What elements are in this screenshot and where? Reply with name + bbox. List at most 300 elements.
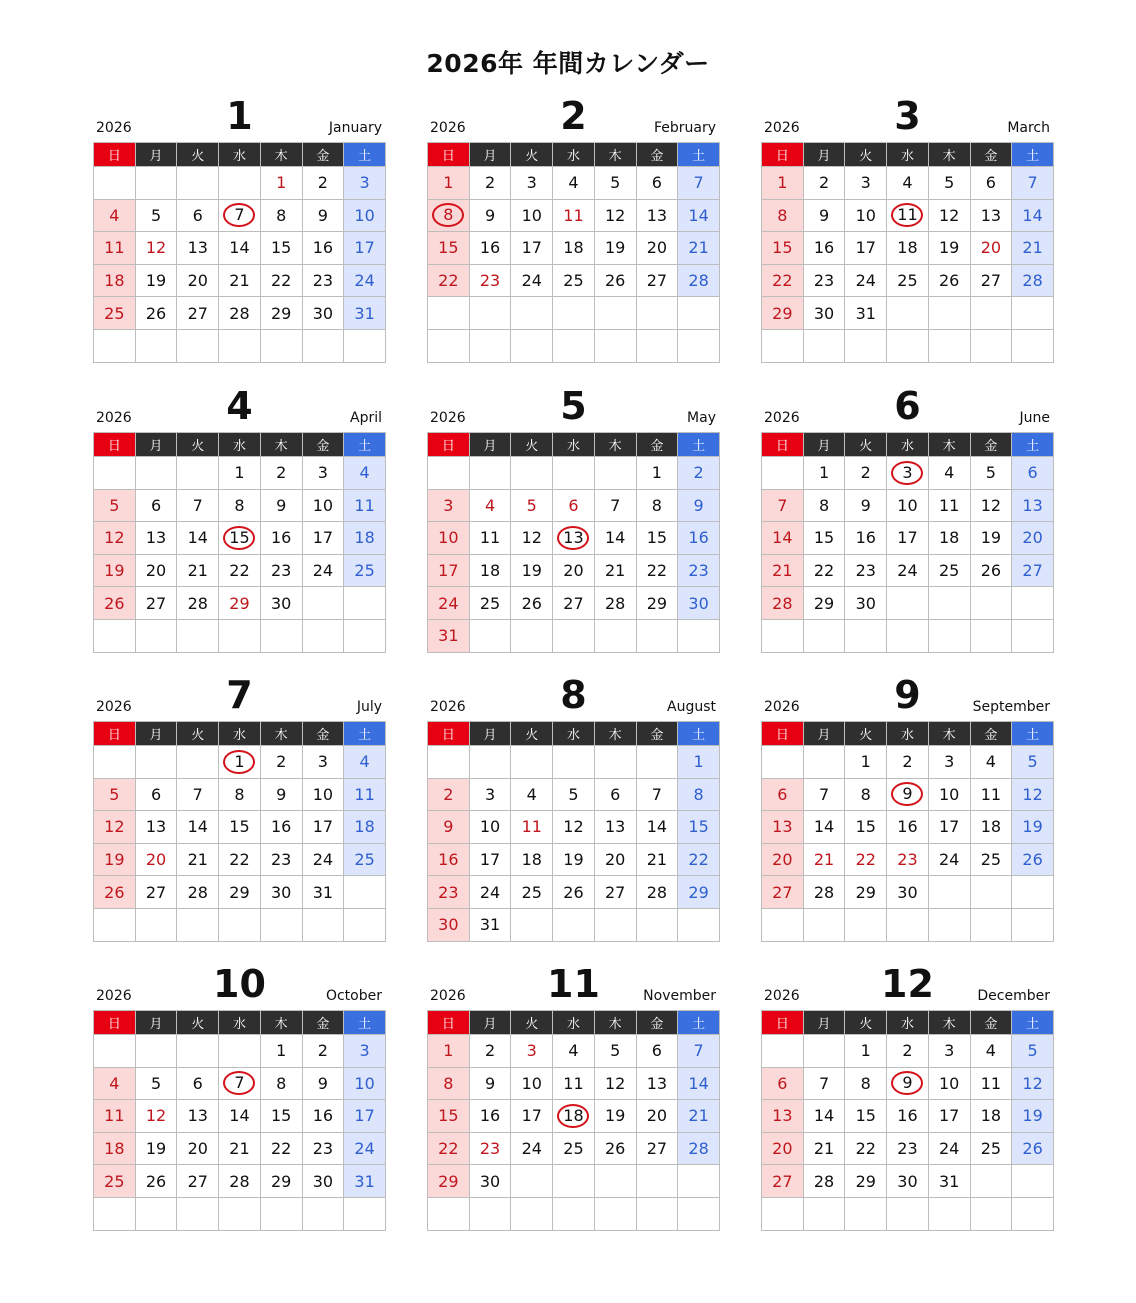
- day-cell: 25: [344, 554, 386, 587]
- day-cell: 27: [1012, 554, 1054, 587]
- day-cell: 14: [219, 1100, 261, 1133]
- empty-cell: [260, 908, 302, 941]
- week-row: [94, 746, 386, 779]
- day-cell: 12: [135, 232, 177, 265]
- day-cell: 24: [511, 1132, 553, 1165]
- day-cell: 16: [887, 1100, 929, 1133]
- day-cell: 6: [970, 167, 1012, 200]
- day-cell: 25: [553, 264, 595, 297]
- day-cell: 12: [1012, 1067, 1054, 1100]
- day-cell: 29: [803, 587, 845, 620]
- month-name: March: [1007, 120, 1050, 136]
- week-row: [94, 489, 386, 522]
- day-cell: 18: [94, 1132, 136, 1165]
- day-cell: 25: [970, 1132, 1012, 1165]
- month-number: 10: [213, 962, 266, 1006]
- weekday-header: 火: [511, 433, 553, 457]
- weekday-header: 日: [428, 722, 470, 746]
- day-cell: 25: [469, 587, 511, 620]
- day-cell: 4: [553, 1035, 595, 1068]
- day-cell: 1: [260, 167, 302, 200]
- day-cell: 13: [177, 232, 219, 265]
- day-cell: 12: [970, 489, 1012, 522]
- day-cell: 25: [928, 554, 970, 587]
- empty-cell: [428, 329, 470, 362]
- day-cell: 28: [177, 587, 219, 620]
- empty-cell: [511, 908, 553, 941]
- empty-cell: [469, 457, 511, 490]
- weekday-header: 火: [845, 143, 887, 167]
- weekday-header: 土: [678, 1011, 720, 1035]
- day-cell: 21: [678, 1100, 720, 1133]
- day-cell: 29: [636, 587, 678, 620]
- month-number: 7: [226, 673, 253, 717]
- week-row: [94, 167, 386, 200]
- day-cell: 30: [887, 1165, 929, 1198]
- day-cell: 19: [94, 554, 136, 587]
- day-cell: 13: [135, 522, 177, 555]
- weekday-header: 水: [887, 433, 929, 457]
- empty-cell: [803, 1197, 845, 1230]
- week-row: [762, 1100, 1054, 1133]
- day-cell: 17: [928, 1100, 970, 1133]
- empty-cell: [469, 329, 511, 362]
- empty-cell: [344, 587, 386, 620]
- weekday-header: 水: [887, 1011, 929, 1035]
- empty-cell: [553, 1165, 595, 1198]
- empty-cell: [887, 1197, 929, 1230]
- day-cell: 23: [260, 554, 302, 587]
- day-cell: 22: [803, 554, 845, 587]
- day-cell: 25: [344, 843, 386, 876]
- week-row: [428, 587, 720, 620]
- week-row: [94, 522, 386, 555]
- empty-cell: [845, 619, 887, 652]
- day-cell: 27: [594, 876, 636, 909]
- day-cell: 15: [762, 232, 804, 265]
- day-cell: 7: [762, 489, 804, 522]
- empty-cell: [219, 619, 261, 652]
- weekday-header-row: [94, 143, 386, 167]
- week-row: [762, 1132, 1054, 1165]
- empty-cell: [302, 908, 344, 941]
- day-cell: 23: [260, 843, 302, 876]
- day-cell: 30: [678, 587, 720, 620]
- day-cell: 25: [553, 1132, 595, 1165]
- day-cell: 13: [636, 199, 678, 232]
- week-row: [94, 457, 386, 490]
- weekday-header: 土: [1012, 143, 1054, 167]
- empty-cell: [94, 1035, 136, 1068]
- day-cell: 25: [94, 1165, 136, 1198]
- day-cell: 10: [845, 199, 887, 232]
- day-cell: 2: [469, 167, 511, 200]
- month-9: [761, 673, 1054, 942]
- day-cell: 12: [1012, 778, 1054, 811]
- empty-cell: [469, 1197, 511, 1230]
- day-cell: 4: [511, 778, 553, 811]
- weekday-header: 金: [302, 722, 344, 746]
- weekday-header: 木: [928, 722, 970, 746]
- day-cell: 4: [928, 457, 970, 490]
- day-cell: 18: [553, 232, 595, 265]
- day-cell: 30: [803, 297, 845, 330]
- day-cell: 20: [553, 554, 595, 587]
- day-cell: 4: [344, 457, 386, 490]
- circled-day: 18: [557, 1104, 589, 1128]
- month-4: [93, 384, 386, 653]
- empty-cell: [553, 908, 595, 941]
- month-header: [93, 673, 386, 721]
- weekday-header: 月: [803, 433, 845, 457]
- day-cell: 21: [219, 1132, 261, 1165]
- month-1: [93, 94, 386, 363]
- day-cell: 30: [469, 1165, 511, 1198]
- day-cell: 19: [1012, 811, 1054, 844]
- day-cell: 11: [344, 778, 386, 811]
- day-cell: 9: [260, 778, 302, 811]
- week-row: [94, 1197, 386, 1230]
- weekday-header: 水: [219, 433, 261, 457]
- empty-cell: [762, 908, 804, 941]
- day-cell: 2: [803, 167, 845, 200]
- day-cell: 13: [762, 1100, 804, 1133]
- day-cell: 1: [845, 746, 887, 779]
- month-table: [93, 721, 386, 942]
- weekday-header: 土: [344, 722, 386, 746]
- empty-cell: [678, 297, 720, 330]
- day-cell: 2: [469, 1035, 511, 1068]
- day-cell: 3: [928, 1035, 970, 1068]
- weekday-header: 月: [135, 433, 177, 457]
- week-row: [428, 457, 720, 490]
- empty-cell: [94, 746, 136, 779]
- empty-cell: [553, 1197, 595, 1230]
- day-cell: 19: [594, 1100, 636, 1133]
- day-cell: 23: [678, 554, 720, 587]
- day-cell: [553, 522, 595, 555]
- day-cell: 28: [678, 264, 720, 297]
- day-cell: 8: [219, 778, 261, 811]
- week-row: [762, 908, 1054, 941]
- month-header: [427, 962, 720, 1010]
- week-row: [94, 1067, 386, 1100]
- empty-cell: [970, 1165, 1012, 1198]
- day-cell: 2: [302, 167, 344, 200]
- empty-cell: [636, 619, 678, 652]
- day-cell: 5: [594, 167, 636, 200]
- day-cell: 19: [135, 1132, 177, 1165]
- day-cell: 17: [428, 554, 470, 587]
- empty-cell: [219, 908, 261, 941]
- day-cell: 2: [428, 778, 470, 811]
- day-cell: 7: [803, 1067, 845, 1100]
- week-row: [428, 297, 720, 330]
- month-header: [761, 673, 1054, 721]
- weekday-header: 火: [845, 722, 887, 746]
- weekday-header: 金: [302, 1011, 344, 1035]
- day-cell: 10: [887, 489, 929, 522]
- day-cell: 14: [177, 811, 219, 844]
- circled-day: 15: [223, 526, 255, 550]
- day-cell: 28: [219, 1165, 261, 1198]
- month-year: 2026: [764, 410, 800, 426]
- day-cell: 22: [219, 843, 261, 876]
- month-name: May: [687, 410, 716, 426]
- day-cell: 21: [594, 554, 636, 587]
- weekday-header: 土: [1012, 1011, 1054, 1035]
- month-11: [427, 962, 720, 1231]
- empty-cell: [469, 746, 511, 779]
- empty-cell: [177, 457, 219, 490]
- week-row: [762, 329, 1054, 362]
- day-cell: 6: [636, 167, 678, 200]
- day-cell: 23: [428, 876, 470, 909]
- day-cell: 13: [594, 811, 636, 844]
- month-number: 8: [560, 673, 587, 717]
- empty-cell: [428, 297, 470, 330]
- day-cell: 20: [1012, 522, 1054, 555]
- day-cell: 6: [1012, 457, 1054, 490]
- week-row: [762, 297, 1054, 330]
- month-year: 2026: [430, 988, 466, 1004]
- day-cell: 5: [928, 167, 970, 200]
- month-name: November: [643, 988, 716, 1004]
- empty-cell: [177, 619, 219, 652]
- day-cell: 24: [344, 264, 386, 297]
- circled-day: 7: [223, 1071, 255, 1095]
- day-cell: 10: [302, 489, 344, 522]
- weekday-header: 金: [970, 433, 1012, 457]
- day-cell: 15: [260, 1100, 302, 1133]
- day-cell: 20: [636, 1100, 678, 1133]
- weekday-header: 日: [428, 143, 470, 167]
- day-cell: 23: [887, 1132, 929, 1165]
- day-cell: 17: [302, 811, 344, 844]
- day-cell: 8: [219, 489, 261, 522]
- day-cell: 28: [678, 1132, 720, 1165]
- month-name: September: [972, 699, 1050, 715]
- day-cell: 11: [94, 1100, 136, 1133]
- empty-cell: [302, 1197, 344, 1230]
- day-cell: 25: [970, 843, 1012, 876]
- day-cell: 22: [845, 1132, 887, 1165]
- day-cell: 9: [260, 489, 302, 522]
- weekday-header: 日: [762, 433, 804, 457]
- day-cell: 11: [553, 199, 595, 232]
- week-row: [428, 329, 720, 362]
- week-row: [762, 587, 1054, 620]
- month-number: 4: [226, 384, 253, 428]
- week-row: [428, 908, 720, 941]
- day-cell: 8: [762, 199, 804, 232]
- empty-cell: [135, 457, 177, 490]
- week-row: [428, 522, 720, 555]
- day-cell: 26: [594, 1132, 636, 1165]
- empty-cell: [344, 876, 386, 909]
- empty-cell: [594, 746, 636, 779]
- week-row: [762, 1067, 1054, 1100]
- day-cell: 26: [594, 264, 636, 297]
- weekday-header: 日: [94, 722, 136, 746]
- week-row: [94, 297, 386, 330]
- empty-cell: [762, 457, 804, 490]
- day-cell: 15: [845, 1100, 887, 1133]
- month-table: [427, 142, 720, 363]
- weekday-header: 金: [636, 1011, 678, 1035]
- empty-cell: [887, 329, 929, 362]
- day-cell: 17: [344, 1100, 386, 1133]
- day-cell: 21: [177, 554, 219, 587]
- empty-cell: [803, 1035, 845, 1068]
- day-cell: 8: [845, 1067, 887, 1100]
- day-cell: 27: [636, 1132, 678, 1165]
- week-row: [94, 908, 386, 941]
- day-cell: 29: [845, 876, 887, 909]
- month-10: [93, 962, 386, 1231]
- month-table: [93, 1010, 386, 1231]
- day-cell: 19: [553, 843, 595, 876]
- day-cell: 3: [511, 167, 553, 200]
- weekday-header: 土: [678, 722, 720, 746]
- day-cell: 24: [845, 264, 887, 297]
- day-cell: 11: [928, 489, 970, 522]
- empty-cell: [970, 329, 1012, 362]
- day-cell: 5: [135, 199, 177, 232]
- day-cell: 6: [636, 1035, 678, 1068]
- day-cell: 15: [636, 522, 678, 555]
- empty-cell: [553, 457, 595, 490]
- weekday-header-row: [94, 1011, 386, 1035]
- day-cell: 18: [511, 843, 553, 876]
- month-name: February: [653, 120, 716, 136]
- day-cell: 15: [803, 522, 845, 555]
- day-cell: 23: [469, 1132, 511, 1165]
- month-table: [427, 1010, 720, 1231]
- day-cell: 17: [469, 843, 511, 876]
- day-cell: 18: [94, 264, 136, 297]
- week-row: [428, 167, 720, 200]
- day-cell: 14: [678, 1067, 720, 1100]
- empty-cell: [219, 1197, 261, 1230]
- month-table: [761, 721, 1054, 942]
- day-cell: 22: [260, 264, 302, 297]
- day-cell: 18: [970, 811, 1012, 844]
- day-cell: 20: [762, 843, 804, 876]
- empty-cell: [177, 1197, 219, 1230]
- month-year: 2026: [430, 699, 466, 715]
- empty-cell: [1012, 1197, 1054, 1230]
- week-row: [762, 778, 1054, 811]
- day-cell: 9: [302, 1067, 344, 1100]
- day-cell: 28: [636, 876, 678, 909]
- empty-cell: [177, 167, 219, 200]
- weekday-header: 金: [302, 433, 344, 457]
- day-cell: 11: [469, 522, 511, 555]
- empty-cell: [970, 619, 1012, 652]
- empty-cell: [594, 619, 636, 652]
- day-cell: 29: [260, 1165, 302, 1198]
- weekday-header: 金: [636, 722, 678, 746]
- day-cell: 22: [428, 264, 470, 297]
- weekday-header: 月: [135, 722, 177, 746]
- month-5: [427, 384, 720, 653]
- day-cell: 29: [260, 297, 302, 330]
- day-cell: 1: [678, 746, 720, 779]
- weekday-header: 金: [970, 143, 1012, 167]
- month-header: [93, 384, 386, 432]
- day-cell: 24: [428, 587, 470, 620]
- empty-cell: [762, 619, 804, 652]
- day-cell: 29: [219, 876, 261, 909]
- day-cell: 5: [94, 778, 136, 811]
- day-cell: 23: [803, 264, 845, 297]
- empty-cell: [344, 908, 386, 941]
- day-cell: 19: [94, 843, 136, 876]
- day-cell: 4: [887, 167, 929, 200]
- weekday-header: 木: [928, 1011, 970, 1035]
- week-row: [94, 778, 386, 811]
- empty-cell: [302, 329, 344, 362]
- weekday-header: 月: [469, 143, 511, 167]
- day-cell: 2: [887, 746, 929, 779]
- day-cell: 6: [762, 778, 804, 811]
- day-cell: 25: [94, 297, 136, 330]
- day-cell: 11: [970, 1067, 1012, 1100]
- day-cell: 26: [94, 876, 136, 909]
- week-row: [428, 811, 720, 844]
- week-row: [762, 619, 1054, 652]
- empty-cell: [928, 876, 970, 909]
- day-cell: 15: [845, 811, 887, 844]
- empty-cell: [970, 587, 1012, 620]
- day-cell: 1: [260, 1035, 302, 1068]
- weekday-header: 火: [511, 1011, 553, 1035]
- week-row: [762, 746, 1054, 779]
- day-cell: 19: [928, 232, 970, 265]
- empty-cell: [511, 1197, 553, 1230]
- week-row: [94, 232, 386, 265]
- empty-cell: [803, 746, 845, 779]
- day-cell: 21: [177, 843, 219, 876]
- day-cell: 10: [344, 199, 386, 232]
- empty-cell: [636, 746, 678, 779]
- day-cell: 26: [1012, 843, 1054, 876]
- day-cell: 7: [177, 489, 219, 522]
- week-row: [428, 1100, 720, 1133]
- day-cell: 24: [302, 843, 344, 876]
- day-cell: 29: [428, 1165, 470, 1198]
- day-cell: 1: [428, 167, 470, 200]
- month-table: [761, 432, 1054, 653]
- weekday-header: 水: [219, 143, 261, 167]
- weekday-header: 金: [302, 143, 344, 167]
- week-row: [94, 587, 386, 620]
- month-6: [761, 384, 1054, 653]
- day-cell: 13: [762, 811, 804, 844]
- empty-cell: [636, 329, 678, 362]
- weekday-header: 火: [845, 433, 887, 457]
- day-cell: 28: [594, 587, 636, 620]
- empty-cell: [678, 1165, 720, 1198]
- day-cell: [219, 1067, 261, 1100]
- day-cell: 16: [260, 522, 302, 555]
- week-row: [428, 1165, 720, 1198]
- day-cell: 13: [636, 1067, 678, 1100]
- circled-day: 9: [891, 782, 923, 806]
- day-cell: 11: [511, 811, 553, 844]
- weekday-header: 火: [845, 1011, 887, 1035]
